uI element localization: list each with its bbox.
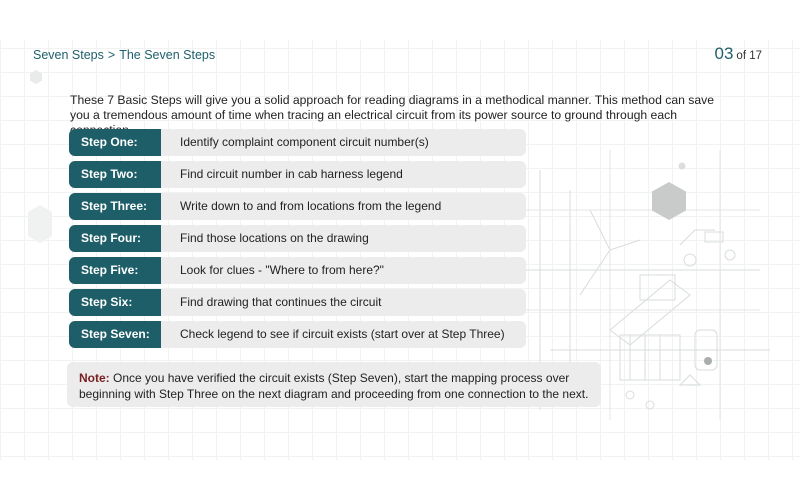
step-label: Step Three: — [69, 193, 161, 220]
step-label: Step Four: — [69, 225, 161, 252]
steps-list — [69, 129, 526, 353]
step-text: Find drawing that continues the circuit — [180, 295, 382, 309]
step-row-six — [69, 289, 526, 316]
hexagon-decoration-left — [28, 205, 52, 243]
step-row-five — [69, 257, 526, 284]
step-text: Write down to and from locations from the legend — [180, 199, 442, 213]
hexagon-decoration-large — [652, 182, 686, 220]
step-text: Identify complaint component circuit number(s) — [180, 135, 429, 149]
hexagon-decoration-small — [30, 70, 42, 84]
step-label: Step Five: — [69, 257, 161, 284]
page-total: of 17 — [736, 50, 762, 62]
breadcrumb — [33, 48, 215, 62]
step-row-one — [69, 129, 526, 156]
step-text: Find those locations on the drawing — [180, 231, 369, 245]
step-row-three — [69, 193, 526, 220]
note-box — [67, 362, 601, 407]
top-bar — [0, 0, 800, 40]
breadcrumb-item-section[interactable]: Seven Steps — [33, 48, 104, 62]
step-row-seven — [69, 321, 526, 348]
note-label: Note: — [79, 371, 110, 385]
step-label: Step Six: — [69, 289, 161, 316]
step-text: Find circuit number in cab harness legend — [180, 167, 403, 181]
bottom-bar — [0, 460, 800, 500]
step-text: Look for clues - "Where to from here?" — [180, 263, 384, 277]
page-current: 03 — [714, 44, 734, 63]
step-label: Step One: — [69, 129, 161, 156]
step-label: Step Two: — [69, 161, 161, 188]
breadcrumb-item-page: The Seven Steps — [119, 48, 216, 62]
dot-decoration — [678, 162, 686, 170]
step-label: Step Seven: — [69, 321, 161, 348]
breadcrumb-separator: > — [107, 48, 116, 62]
note-text: Once you have verified the circuit exists (Step Seven), start the mapping process over beginning with Step Three on the next diagram and proceeding from one connection to the next. — [79, 371, 589, 401]
intro-paragraph: These 7 Basic Steps will give you a solid approach for reading diagrams in a methodical manner. This method can save you a tremendous amount of time when tracing an electrical circuit from its power source to ground through each — [70, 93, 715, 122]
step-text: Check legend to see if circuit exists (start over at Step Three) — [180, 327, 505, 341]
step-row-four — [69, 225, 526, 252]
page-counter — [715, 44, 763, 64]
step-row-two — [69, 161, 526, 188]
